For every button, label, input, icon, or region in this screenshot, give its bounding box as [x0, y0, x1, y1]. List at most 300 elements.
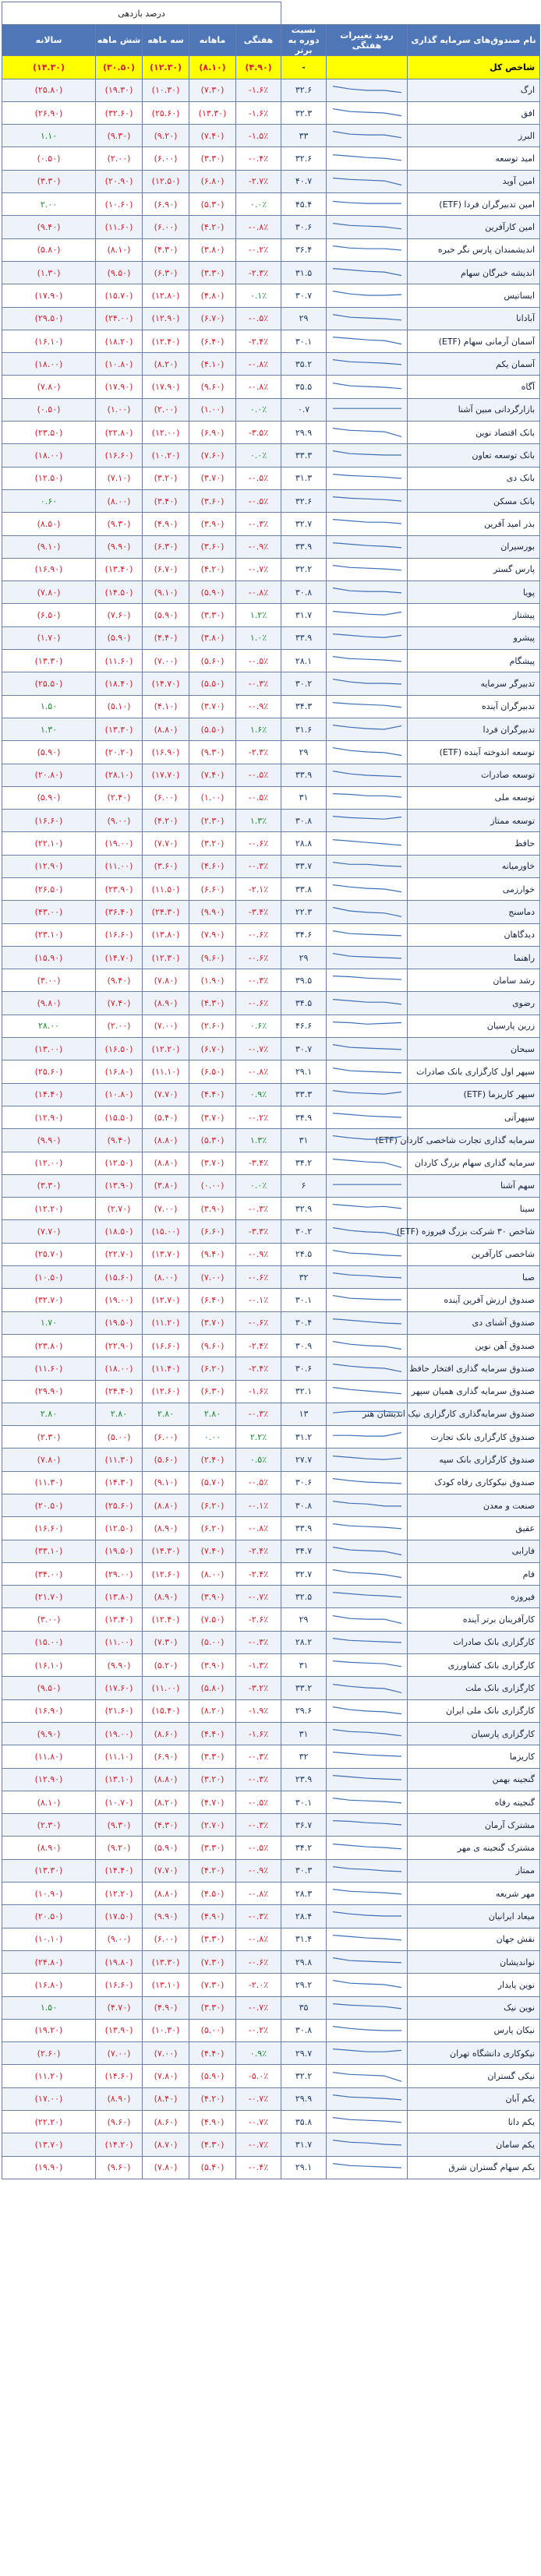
fund-weekly: ۰.۶٪: [236, 1015, 281, 1037]
fund-ratio: ۳۳.۹: [281, 535, 327, 558]
sparkline-path: [333, 976, 401, 980]
fund-6m: (۹.۶۰): [96, 2156, 143, 2179]
fund-trend: [327, 1586, 408, 1608]
table-row: [2, 216, 540, 238]
fund-year: (۵.۹۰): [2, 786, 96, 809]
sparkline-path: [333, 1661, 401, 1667]
table-row: [2, 125, 540, 147]
table-row: [2, 786, 540, 809]
fund-ratio: ۳۱.۵: [281, 261, 327, 284]
fund-monthly: (۱.۰۰): [189, 398, 236, 421]
fund-6m: (۱۸.۴۰): [96, 672, 143, 695]
fund-6m: (۱۴.۲۰): [96, 2133, 143, 2156]
fund-trend: [327, 946, 408, 969]
fund-name: دیدگاهان: [408, 923, 540, 946]
fund-6m: (۲.۷۰): [96, 1198, 143, 1220]
fund-3m: (۸.۲۰): [143, 353, 189, 376]
fund-6m: (۷.۱۰): [96, 467, 143, 489]
fund-6m: (۹.۹۰): [96, 1654, 143, 1677]
fund-6m: (۲۹.۰۰): [96, 1562, 143, 1585]
fund-trend: [327, 2111, 408, 2133]
fund-monthly: (۱۳.۳۰): [189, 101, 236, 124]
fund-ratio: ۳۳.۳: [281, 1083, 327, 1106]
table-row: [2, 1266, 540, 1289]
fund-trend: [327, 1883, 408, 1905]
fund-trend: [327, 1060, 408, 1083]
table-row: [2, 444, 540, 467]
fund-6m: (۵.۰۰): [96, 1426, 143, 1449]
fund-weekly: -۰.۱٪: [236, 1494, 281, 1517]
fund-name: پیشگام: [408, 650, 540, 672]
fund-6m: (۱۳.۹۰): [96, 2019, 143, 2041]
table-row: [2, 101, 540, 124]
fund-weekly: -۰.۶٪: [236, 1266, 281, 1289]
fund-6m: (۱.۰۰): [96, 398, 143, 421]
fund-3m: (۲۵.۶۰): [143, 101, 189, 124]
fund-weekly: -۳.۵٪: [236, 422, 281, 444]
fund-year: (۲۲.۱۰): [2, 832, 96, 855]
fund-3m: (۲۴.۳۰): [143, 901, 189, 923]
fund-6m: (۱۵.۵۰): [96, 1106, 143, 1128]
fund-monthly: (۶.۲۰): [189, 1494, 236, 1517]
fund-monthly: (۲.۴۰): [189, 1449, 236, 1471]
fund-weekly: -۰.۲٪: [236, 1106, 281, 1128]
weekly-trend-sparkline: [330, 1497, 405, 1514]
fund-3m: (۱۲.۰۰): [143, 422, 189, 444]
fund-year: (۵.۸۰): [2, 238, 96, 261]
fund-monthly: (۴.۳۰): [189, 992, 236, 1015]
fund-6m: (۸.۰۰): [96, 489, 143, 512]
fund-6m: (۱۹.۰۰): [96, 1289, 143, 1311]
sparkline-path: [333, 1478, 401, 1483]
fund-6m: (۲۲.۹۰): [96, 1334, 143, 1357]
fund-trend: [327, 2156, 408, 2179]
fund-ratio: ۲۲.۳: [281, 901, 327, 923]
fund-3m: (۳.۶۰): [143, 855, 189, 877]
fund-ratio: ۳۲: [281, 1266, 327, 1289]
fund-6m: (۹.۳۰): [96, 513, 143, 535]
fund-ratio: ۲۹: [281, 946, 327, 969]
fund-year: (۷.۸۰): [2, 376, 96, 398]
fund-weekly: -۲.۴٪: [236, 1334, 281, 1357]
fund-name: صبا: [408, 1266, 540, 1289]
fund-weekly: -۰.۹٪: [236, 695, 281, 718]
fund-trend: [327, 1608, 408, 1631]
fund-ratio: ۳۲.۲: [281, 558, 327, 580]
table-row: [2, 1928, 540, 1950]
fund-ratio: ۳۰.۴: [281, 1311, 327, 1334]
fund-trend: [327, 1380, 408, 1403]
fund-weekly: -۲.۴٪: [236, 1540, 281, 1562]
weekly-trend-sparkline: [330, 1953, 405, 1971]
fund-trend: [327, 1220, 408, 1243]
fund-name: امین کارآفرین: [408, 216, 540, 238]
table-row: [2, 2087, 540, 2110]
sparkline-path: [333, 1935, 401, 1939]
weekly-trend-sparkline: [330, 492, 405, 510]
fund-year: (۴۳.۰۰): [2, 901, 96, 923]
fund-monthly: (۳.۳۰): [189, 1745, 236, 1768]
fund-trend: [327, 238, 408, 261]
fund-ratio: ۳۲.۶: [281, 489, 327, 512]
fund-3m: (۱۱.۱۰): [143, 1060, 189, 1083]
fund-name: کارآفرینان برتر آینده: [408, 1608, 540, 1631]
table-row: [2, 147, 540, 170]
table-row: [2, 398, 540, 421]
weekly-trend-sparkline: [330, 1907, 405, 1925]
fund-ratio: ۲۸.۸: [281, 832, 327, 855]
fund-6m: (۲۸.۱۰): [96, 764, 143, 786]
fund-ratio: ۲۹: [281, 741, 327, 764]
fund-monthly: (۷.۳۰): [189, 1974, 236, 1996]
fund-name: بانک اقتصاد نوین: [408, 422, 540, 444]
weekly-trend-sparkline: [330, 1109, 405, 1126]
sparkline-path: [333, 679, 401, 684]
fund-weekly: -۰.۹٪: [236, 1243, 281, 1265]
fund-3m: (۱۲.۶۰): [143, 1562, 189, 1585]
sparkline-path: [333, 223, 401, 228]
fund-year: (۹.۹۰): [2, 1722, 96, 1745]
fund-trend: [327, 1974, 408, 1996]
fund-weekly: -۰.۷٪: [236, 558, 281, 580]
fund-weekly: -۰.۵٪: [236, 1471, 281, 1494]
fund-weekly: -۰.۲٪: [236, 2019, 281, 2041]
table-row: [2, 1517, 540, 1540]
fund-6m: (۱۴.۵۰): [96, 581, 143, 604]
fund-year: ۱.۳۰: [2, 718, 96, 740]
col-3m-header: سه ماهه: [143, 25, 189, 56]
fund-ratio: ۲۷.۷: [281, 1449, 327, 1471]
sparkline-path: [333, 1296, 401, 1300]
table-row: [2, 695, 540, 718]
fund-year: (۱.۳۰): [2, 261, 96, 284]
fund-trend: [327, 672, 408, 695]
fund-6m: (۱۰.۸۰): [96, 353, 143, 376]
fund-monthly: (۶.۵۰): [189, 1060, 236, 1083]
fund-ratio: ۲۸.۱: [281, 650, 327, 672]
fund-weekly: -۳.۲٪: [236, 1677, 281, 1699]
fund-6m: (۷.۴۰): [96, 992, 143, 1015]
table-row: [2, 604, 540, 626]
weekly-trend-sparkline: [330, 880, 405, 898]
fund-6m: (۱۴.۳۰): [96, 1471, 143, 1494]
fund-name: عقیق: [408, 1517, 540, 1540]
fund-6m: (۸.۹۰): [96, 2087, 143, 2110]
total-ratio: -: [281, 56, 327, 79]
sparkline-path: [333, 109, 401, 116]
fund-year: (۱۰.۹۰): [2, 1883, 96, 1905]
fund-year: (۱۲.۹۰): [2, 1106, 96, 1128]
fund-weekly: -۰.۹٪: [236, 535, 281, 558]
fund-name: پویا: [408, 581, 540, 604]
sparkline-path: [333, 1844, 401, 1848]
fund-monthly: (۳.۹۰): [189, 1586, 236, 1608]
sparkline-path: [333, 1912, 401, 1916]
fund-year: (۲.۳۰): [2, 1814, 96, 1837]
weekly-trend-sparkline: [330, 355, 405, 372]
fund-year: (۱۲.۹۰): [2, 1768, 96, 1791]
table-row: [2, 1837, 540, 1859]
fund-weekly: -۰.۵٪: [236, 650, 281, 672]
fund-ratio: ۳۱: [281, 786, 327, 809]
fund-3m: (۶.۳۰): [143, 535, 189, 558]
fund-trend: [327, 650, 408, 672]
fund-weekly: -۱.۳٪: [236, 1654, 281, 1677]
fund-monthly: (۷.۵۰): [189, 1608, 236, 1631]
weekly-trend-sparkline: [330, 470, 405, 487]
fund-3m: (۷.۸۰): [143, 969, 189, 992]
fund-trend: [327, 604, 408, 626]
fund-6m: (۱۹.۰۰): [96, 832, 143, 855]
weekly-trend-sparkline: [330, 858, 405, 875]
fund-3m: (۱۲.۶۰): [143, 1380, 189, 1403]
fund-name: صندوق آهن نوین: [408, 1334, 540, 1357]
fund-3m: (۸.۸۰): [143, 1494, 189, 1517]
fund-name: آسمان یکم: [408, 353, 540, 376]
fund-6m: (۹.۴۰): [96, 1129, 143, 1152]
fund-3m: (۱۷.۹۰): [143, 376, 189, 398]
fund-monthly: (۴.۲۰): [189, 216, 236, 238]
fund-name: صندوق کارگزاری بانک تجارت: [408, 1426, 540, 1449]
fund-monthly: (۳.۷۰): [189, 695, 236, 718]
fund-weekly: -۱.۶٪: [236, 79, 281, 101]
table-row: [2, 1722, 540, 1745]
fund-name: بذر امید آفرین: [408, 513, 540, 535]
fund-trend: [327, 786, 408, 809]
fund-year: (۲۵.۷۰): [2, 1243, 96, 1265]
fund-ratio: ۳۰.۶: [281, 1357, 327, 1380]
fund-ratio: ۳۴.۳: [281, 695, 327, 718]
sparkline-path: [333, 474, 401, 478]
fund-weekly: -۲.۳٪: [236, 741, 281, 764]
sparkline-path: [333, 702, 401, 707]
fund-ratio: ۰.۷: [281, 398, 327, 421]
fund-year: (۸.۵۰): [2, 513, 96, 535]
fund-year: (۲.۳۰): [2, 1426, 96, 1449]
fund-6m: (۴.۷۰): [96, 1996, 143, 2019]
fund-year: (۹.۹۰): [2, 1129, 96, 1152]
fund-year: ۱.۱۰: [2, 125, 96, 147]
fund-6m: (۱۱.۱۰): [96, 1745, 143, 1768]
fund-name: نواندیشان: [408, 1950, 540, 1973]
fund-3m: (۱۳.۱۰): [143, 1974, 189, 1996]
sparkline-path: [333, 1090, 401, 1094]
table-row: [2, 2156, 540, 2179]
table-row: [2, 535, 540, 558]
fund-trend: [327, 467, 408, 489]
table-row: [2, 558, 540, 580]
fund-3m: (۱۴.۷۰): [143, 672, 189, 695]
fund-ratio: ۴۶.۶: [281, 1015, 327, 1037]
fund-monthly: (۷.۴۰): [189, 1540, 236, 1562]
weekly-trend-sparkline: [330, 835, 405, 852]
fund-name: پیشرو: [408, 626, 540, 649]
fund-monthly: (۸.۲۰): [189, 1699, 236, 1722]
fund-name: گنجینه رفاه: [408, 1791, 540, 1813]
fund-trend: [327, 764, 408, 786]
sparkline-path: [333, 291, 401, 295]
weekly-trend-sparkline: [330, 333, 405, 350]
fund-year: (۱۲.۲۰): [2, 1198, 96, 1220]
fund-monthly: (۵.۸۰): [189, 1677, 236, 1699]
fund-monthly: (۳.۲۰): [189, 1768, 236, 1791]
weekly-trend-sparkline: [330, 1680, 405, 1697]
fund-year: (۱۳.۷۰): [2, 2133, 96, 2156]
fund-year: (۲۹.۹۰): [2, 1380, 96, 1403]
weekly-trend-sparkline: [330, 1223, 405, 1240]
fund-weekly: -۲.۱٪: [236, 877, 281, 900]
fund-trend: [327, 1266, 408, 1289]
fund-6m: (۱۴.۴۰): [96, 1859, 143, 1882]
fund-name: مشترک گنجینه ی مهر: [408, 1837, 540, 1859]
fund-monthly: (۵.۹۰): [189, 581, 236, 604]
weekly-trend-sparkline: [330, 1931, 405, 1948]
fund-weekly: -۰.۳٪: [236, 855, 281, 877]
table-row: [2, 901, 540, 923]
fund-ratio: ۶: [281, 1174, 327, 1197]
fund-3m: (۱۳.۳۰): [143, 1950, 189, 1973]
weekly-trend-sparkline: [330, 1200, 405, 1217]
weekly-trend-sparkline: [330, 767, 405, 784]
fund-name: تدبیرگران فردا: [408, 718, 540, 740]
fund-6m: (۱۶.۸۰): [96, 1060, 143, 1083]
fund-weekly: -۰.۳٪: [236, 1631, 281, 1653]
sparkline-path: [333, 1456, 401, 1459]
fund-trend: [327, 969, 408, 992]
fund-trend: [327, 1517, 408, 1540]
fund-weekly: -۰.۵٪: [236, 1791, 281, 1813]
col-monthly-header: ماهانه: [189, 25, 236, 56]
fund-3m: (۵.۹۰): [143, 604, 189, 626]
fund-year: ۱.۵۰: [2, 1996, 96, 2019]
fund-monthly: (۶.۲۰): [189, 1517, 236, 1540]
fund-ratio: ۳۰.۲: [281, 672, 327, 695]
fund-3m: (۴.۱۰): [143, 695, 189, 718]
fund-name: کاریزما: [408, 1745, 540, 1768]
sparkline-path: [333, 542, 401, 547]
weekly-trend-sparkline: [330, 1177, 405, 1194]
fund-monthly: (۱.۰۰): [189, 786, 236, 809]
fund-year: (۲۳.۸۰): [2, 1334, 96, 1357]
weekly-trend-sparkline: [330, 1314, 405, 1332]
fund-6m: (۲۵.۶۰): [96, 1494, 143, 1517]
fund-year: (۰.۵۰): [2, 398, 96, 421]
fund-ratio: ۴۵.۴: [281, 193, 327, 216]
sparkline-path: [333, 1045, 401, 1050]
weekly-trend-sparkline: [330, 1337, 405, 1354]
fund-trend: [327, 1198, 408, 1220]
fund-ratio: ۳۲.۵: [281, 1586, 327, 1608]
fund-trend: [327, 1950, 408, 1973]
sparkline-path: [333, 1433, 401, 1437]
fund-name: بانک مسکن: [408, 489, 540, 512]
table-row: [2, 1038, 540, 1060]
table-row: [2, 1586, 540, 1608]
table-row: [2, 1449, 540, 1471]
fund-ratio: ۳۳.۳: [281, 444, 327, 467]
table-row: [2, 1060, 540, 1083]
fund-ratio: ۳۳.۲: [281, 1677, 327, 1699]
fund-year: (۳۳.۱۰): [2, 1540, 96, 1562]
fund-weekly: -۰.۴٪: [236, 147, 281, 170]
weekly-trend-sparkline: [330, 1360, 405, 1377]
table-row: [2, 581, 540, 604]
total-monthly: (۸.۱۰): [189, 56, 236, 79]
fund-6m: (۱۴.۷۰): [96, 946, 143, 969]
fund-weekly: ۰.۰٪: [236, 193, 281, 216]
fund-weekly: -۰.۵٪: [236, 307, 281, 330]
weekly-trend-sparkline: [330, 972, 405, 989]
fund-trend: [327, 2019, 408, 2041]
fund-year: (۱۶.۶۰): [2, 1517, 96, 1540]
fund-3m: (۷.۷۰): [143, 832, 189, 855]
fund-name: خاورمیانه: [408, 855, 540, 877]
fund-6m: (۱۷.۶۰): [96, 1677, 143, 1699]
fund-ratio: ۲۹: [281, 1608, 327, 1631]
weekly-trend-sparkline: [330, 1428, 405, 1445]
fund-weekly: -۰.۲٪: [236, 238, 281, 261]
fund-monthly: (۳.۲۰): [189, 832, 236, 855]
fund-monthly: (۴.۳۰): [189, 2133, 236, 2156]
fund-6m: (۱۷.۵۰): [96, 1905, 143, 1928]
sparkline-path: [333, 245, 401, 249]
fund-weekly: -۰.۵٪: [236, 489, 281, 512]
fund-6m: (۱۸.۲۰): [96, 330, 143, 352]
fund-weekly: -۰.۶٪: [236, 832, 281, 855]
total-3m: (۱۲.۳۰): [143, 56, 189, 79]
fund-monthly: (۵.۹۰): [189, 2065, 236, 2087]
fund-monthly: (۵.۵۰): [189, 718, 236, 740]
weekly-trend-sparkline: [330, 1634, 405, 1651]
sparkline-path: [333, 1706, 401, 1713]
fund-year: (۱۶.۸۰): [2, 1974, 96, 1996]
fund-3m: (۹.۹۰): [143, 1905, 189, 1928]
fund-monthly: (۵.۰۰): [189, 2019, 236, 2041]
fund-3m: (۱۲.۵۰): [143, 170, 189, 192]
fund-3m: (۹.۱۰): [143, 1471, 189, 1494]
sparkline-path: [333, 771, 401, 776]
fund-name: تدبیرگران آینده: [408, 695, 540, 718]
table-row: [2, 855, 540, 877]
fund-3m: (۴.۲۰): [143, 810, 189, 832]
fund-3m: (۹.۱۰): [143, 581, 189, 604]
fund-weekly: -۰.۸٪: [236, 581, 281, 604]
weekly-trend-sparkline: [330, 242, 405, 259]
sparkline-path: [333, 611, 401, 615]
fund-3m: (۸.۸۰): [143, 1768, 189, 1791]
weekly-trend-sparkline: [330, 721, 405, 738]
fund-name: صندوق سرمایه گذاری افتخار حافظ: [408, 1357, 540, 1380]
fund-year: (۹.۵۰): [2, 1677, 96, 1699]
fund-3m: (۱۰.۳۰): [143, 79, 189, 101]
fund-trend: [327, 1334, 408, 1357]
fund-name: رضوی: [408, 992, 540, 1015]
fund-6m: (۷.۰۰): [96, 2042, 143, 2065]
fund-trend: [327, 1038, 408, 1060]
fund-monthly: ۲.۸۰: [189, 1403, 236, 1425]
sparkline-path: [333, 1958, 401, 1963]
fund-ratio: ۳۰.۸: [281, 2019, 327, 2041]
fund-trend: [327, 901, 408, 923]
table-row: [2, 1654, 540, 1677]
fund-3m: (۸.۶۰): [143, 2111, 189, 2133]
col-ratio-header: نسبت دوره به برتر: [281, 25, 327, 56]
sparkline-path: [333, 1775, 401, 1779]
fund-3m: (۶.۳۰): [143, 261, 189, 284]
total-year: (۱۴.۳۰): [2, 56, 96, 79]
fund-monthly: (۴.۴۰): [189, 2042, 236, 2065]
fund-ratio: ۳۲.۹: [281, 1198, 327, 1220]
